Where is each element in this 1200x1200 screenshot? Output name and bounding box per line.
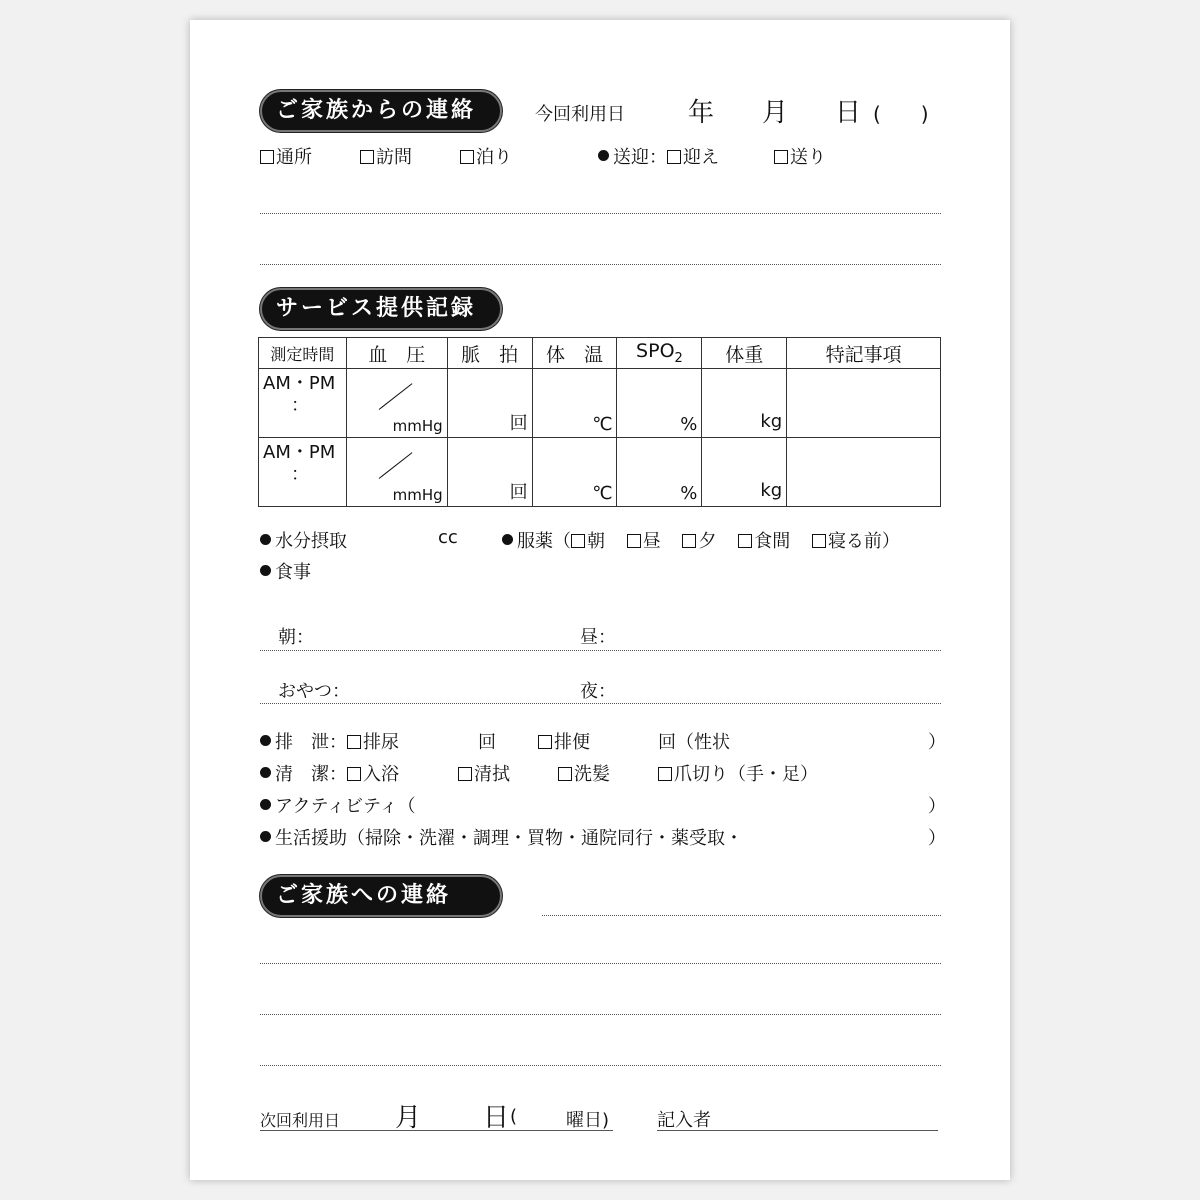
writer-line[interactable] [657, 1130, 938, 1131]
weekday-paren: ( ) [873, 102, 929, 126]
weight-cell[interactable]: kg [702, 369, 787, 438]
urine-count: 回 [478, 732, 496, 753]
time-cell[interactable]: AM・PM ： [259, 369, 347, 438]
option-tomari[interactable]: 泊り [460, 143, 512, 169]
checkbox[interactable] [738, 534, 752, 548]
checkbox[interactable] [558, 767, 572, 781]
writing-line[interactable] [260, 264, 941, 265]
writing-line[interactable] [260, 1014, 941, 1015]
writing-line[interactable] [260, 213, 941, 214]
checkbox[interactable] [627, 534, 641, 548]
checkbox[interactable] [260, 150, 274, 164]
checkbox[interactable] [571, 534, 585, 548]
bp-cell[interactable]: mmHg [346, 369, 447, 438]
transport-row: 送迎： 迎え [598, 143, 719, 169]
excretion-close: ） [928, 732, 946, 753]
col-pulse: 脈 拍 [447, 338, 532, 369]
col-temp: 体 温 [532, 338, 617, 369]
temp-cell[interactable]: ℃ [532, 438, 617, 507]
excretion-row: 排 泄： 排尿 [260, 728, 399, 754]
temp-cell[interactable]: ℃ [532, 369, 617, 438]
bullet-icon [260, 534, 271, 545]
option-houmon[interactable]: 訪問 [360, 143, 412, 169]
writer-label: 記入者 [657, 1110, 711, 1131]
next-month: 月 [395, 1103, 422, 1133]
pulse-cell[interactable]: 回 [447, 438, 532, 507]
writing-line[interactable] [260, 650, 941, 651]
next-day: 日 [483, 1103, 510, 1133]
bp-cell[interactable]: mmHg [346, 438, 447, 507]
year-label: 年 [688, 98, 715, 128]
stool-count: 回（性状 [658, 732, 730, 753]
col-time: 測定時間 [259, 338, 347, 369]
checkbox[interactable] [682, 534, 696, 548]
option-okuri[interactable]: 送り [774, 143, 826, 169]
slash-icon [379, 452, 413, 479]
checkbox[interactable] [458, 767, 472, 781]
col-spo2: $SPO_2$ [617, 338, 702, 369]
service-record-title: サービス提供記録 [260, 288, 502, 330]
activity-row: アクティビティ（ [260, 792, 416, 818]
form-sheet [190, 20, 1010, 1180]
day-label: 日 [835, 98, 862, 128]
spo2-cell[interactable]: % [617, 438, 702, 507]
bullet-icon [260, 565, 271, 576]
spo2-cell[interactable]: % [617, 369, 702, 438]
dinner-label: 夜： [580, 681, 616, 702]
checkbox[interactable] [360, 150, 374, 164]
writing-line[interactable] [260, 963, 941, 964]
col-bp: 血 圧 [346, 338, 447, 369]
checkbox[interactable] [658, 767, 672, 781]
next-paren: ( [510, 1106, 518, 1127]
to-family-title: ご家族への連絡 [260, 875, 502, 917]
water-intake: 水分摂取 [260, 527, 347, 553]
checkbox[interactable] [347, 735, 361, 749]
table-header-row [259, 338, 941, 369]
slash-icon [379, 383, 413, 410]
pulse-cell[interactable]: 回 [447, 369, 532, 438]
col-weight: 体重 [702, 338, 787, 369]
month-label: 月 [762, 98, 789, 128]
notes-cell[interactable] [787, 438, 941, 507]
checkbox[interactable] [347, 767, 361, 781]
hygiene-option[interactable]: 清拭 [458, 760, 510, 786]
col-notes: 特記事項 [787, 338, 941, 369]
writing-line[interactable] [260, 703, 941, 704]
hygiene-option[interactable]: 爪切り（手・足） [658, 760, 818, 786]
weight-cell[interactable]: kg [702, 438, 787, 507]
next-weekday: 曜日) [566, 1110, 610, 1131]
writing-line[interactable] [542, 915, 941, 916]
bullet-icon [260, 799, 271, 810]
option-tsusho[interactable]: 通所 [260, 143, 312, 169]
checkbox[interactable] [667, 150, 681, 164]
usage-date-label: 今回利用日 [535, 104, 625, 125]
hygiene-row: 清 潔： 入浴 [260, 760, 399, 786]
hygiene-option[interactable]: 洗髪 [558, 760, 610, 786]
table-row [259, 369, 941, 438]
next-usage-label: 次回利用日 [260, 1111, 341, 1130]
life-support-close: ） [928, 828, 946, 849]
checkbox[interactable] [460, 150, 474, 164]
snack-label: おやつ： [278, 681, 350, 702]
checkbox[interactable] [774, 150, 788, 164]
checkbox[interactable] [812, 534, 826, 548]
checkbox[interactable] [538, 735, 552, 749]
breakfast-label: 朝： [278, 627, 314, 648]
stool-option[interactable]: 排便 [538, 728, 590, 754]
time-cell[interactable]: AM・PM ： [259, 438, 347, 507]
family-contact-title: ご家族からの連絡 [260, 90, 502, 132]
meal-label: 食事 [260, 558, 311, 584]
table-row [259, 438, 941, 507]
bullet-icon [260, 831, 271, 842]
next-date-line[interactable] [260, 1130, 613, 1131]
vitals-table [258, 337, 941, 507]
life-support-row: 生活援助（掃除・洗濯・調理・買物・通院同行・薬受取・ [260, 824, 743, 850]
lunch-label: 昼： [580, 627, 616, 648]
bullet-icon [260, 735, 271, 746]
bullet-icon [260, 767, 271, 778]
water-unit: cc [438, 527, 458, 548]
bullet-icon [598, 150, 609, 161]
writing-line[interactable] [260, 1065, 941, 1066]
medicine-row: 服薬（ 朝 昼 夕 食間 寝る前） [502, 527, 900, 553]
activity-close: ） [928, 796, 946, 817]
notes-cell[interactable] [787, 369, 941, 438]
bullet-icon [502, 534, 513, 545]
